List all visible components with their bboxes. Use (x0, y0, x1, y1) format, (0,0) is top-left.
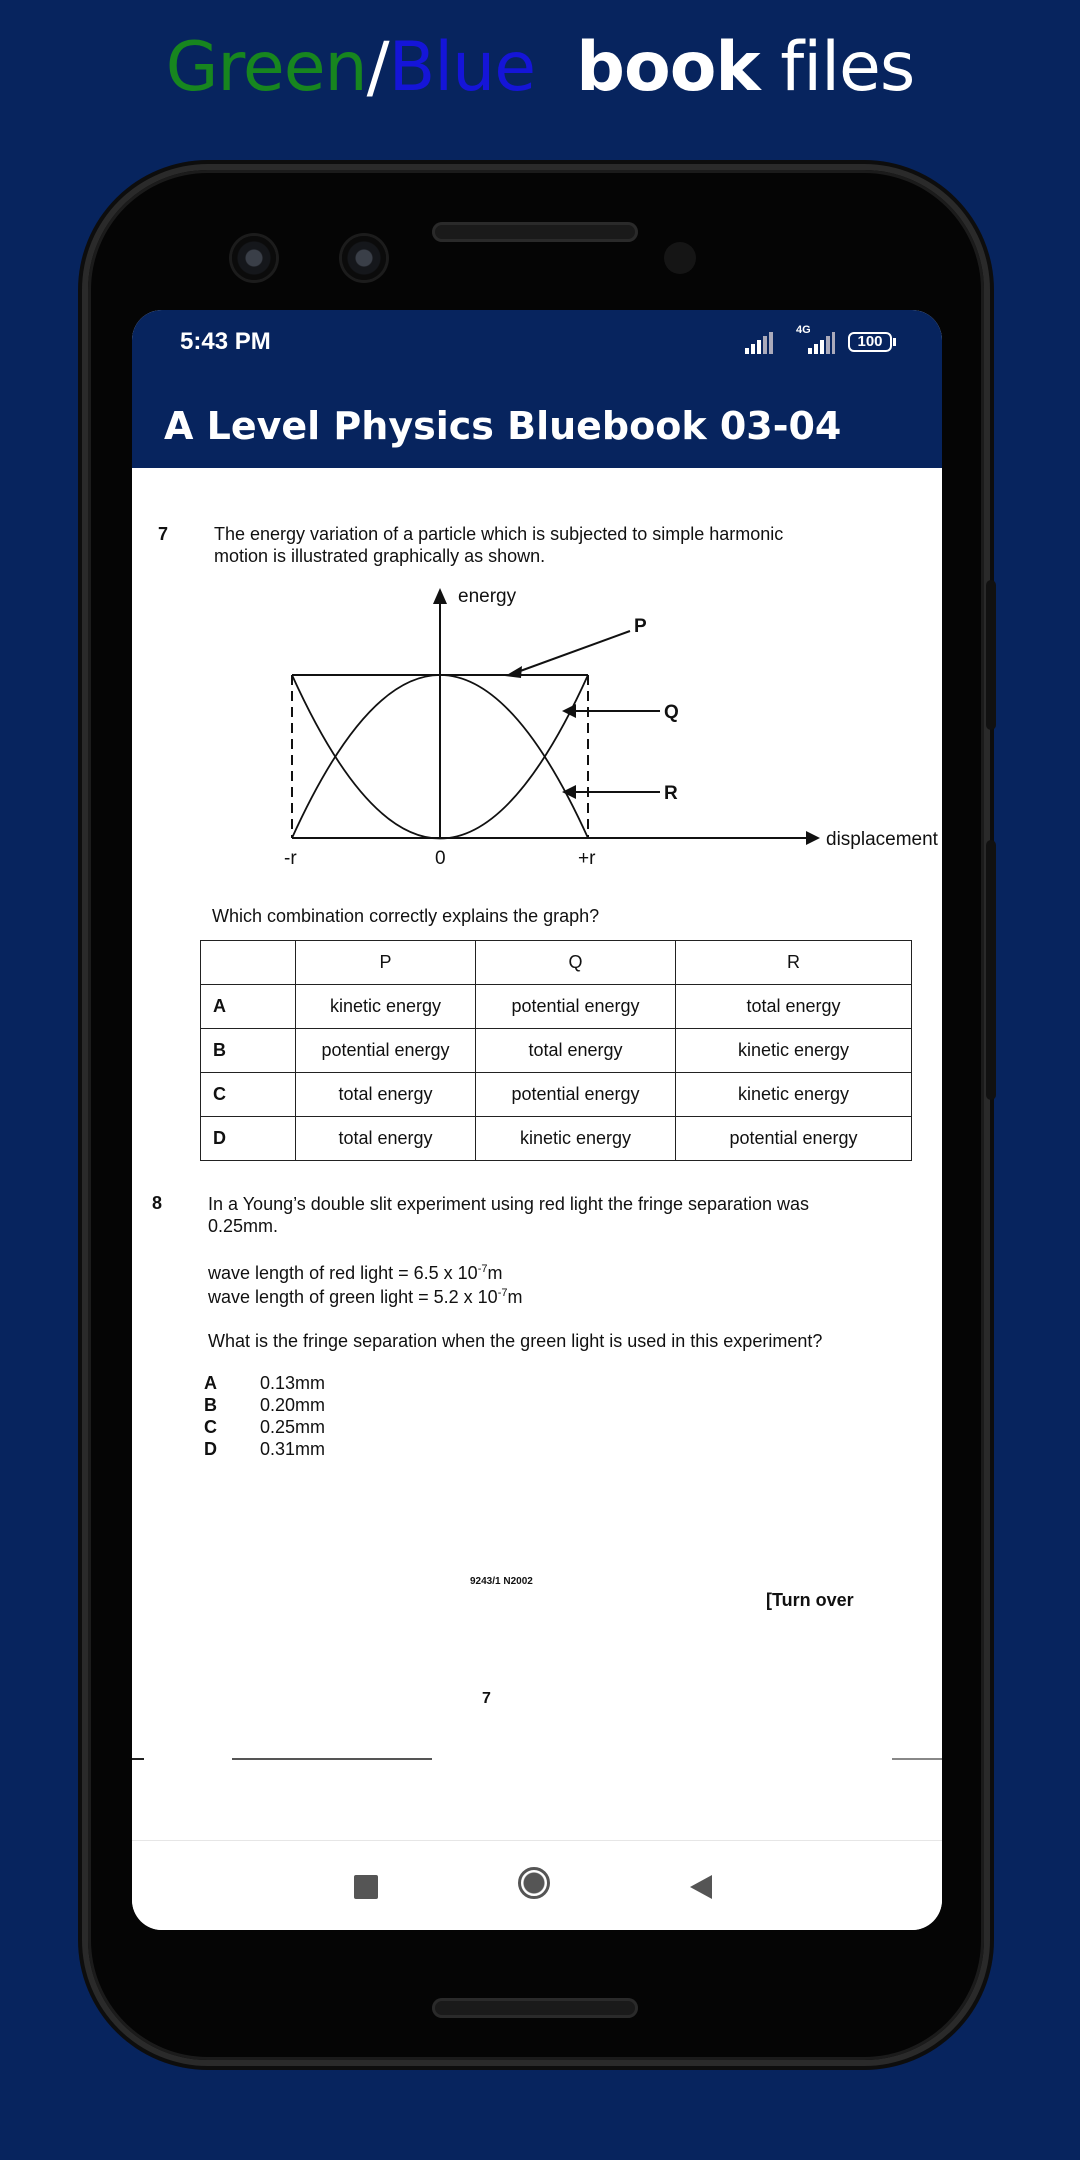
table-cell: kinetic energy (476, 1117, 676, 1161)
table-cell: potential energy (476, 985, 676, 1029)
back-button[interactable] (688, 1873, 714, 1901)
promo-banner-title (0, 28, 1080, 107)
table-row (201, 1073, 912, 1117)
banner-book-word: book (576, 28, 760, 107)
wavelength-red-label: wave length of red light = 6.5 x 10 (208, 1263, 478, 1283)
banner-blue-word: Blue (388, 28, 536, 107)
table-header-cell: R (676, 941, 912, 985)
tick-label-neg-r: -r (284, 848, 297, 868)
table-header-cell: P (296, 941, 476, 985)
cell-signal-icon (796, 330, 836, 356)
recents-button[interactable] (354, 1875, 378, 1899)
answer-table (200, 940, 912, 1161)
table-row (201, 1117, 912, 1161)
table-cell: kinetic energy (676, 1029, 912, 1073)
x-axis-label: displacement (826, 829, 938, 850)
question-8-number: 8 (152, 1193, 163, 1213)
option-value: 0.31mm (260, 1439, 326, 1459)
question-8-line1: In a Young’s double slit experiment using red light the fringe separation was (208, 1194, 810, 1214)
option-value: 0.25mm (260, 1417, 326, 1437)
tick-label-zero: 0 (435, 848, 446, 868)
battery-level: 100 (857, 333, 883, 350)
table-cell: potential energy (476, 1073, 676, 1117)
app-bar (132, 382, 942, 468)
option-letter: B (204, 1395, 217, 1415)
front-camera-right (342, 236, 386, 280)
app-title: A Level Physics Bluebook 03-04 (164, 404, 842, 448)
table-header-cell: Q (476, 941, 676, 985)
table-cell: potential energy (296, 1029, 476, 1073)
table-cell: total energy (676, 985, 912, 1029)
table-cell: D (201, 1117, 296, 1161)
front-camera-left (232, 236, 276, 280)
page-number: 7 (482, 1690, 491, 1707)
option-value: 0.20mm (260, 1395, 326, 1415)
proximity-sensor (664, 242, 696, 274)
turn-over-label: [Turn over (766, 1590, 854, 1610)
document-page[interactable] (132, 468, 942, 1850)
option-b[interactable] (204, 1394, 325, 1416)
question-8-text (208, 1193, 928, 1237)
phone-side-button-upper (986, 580, 996, 730)
option-list (204, 1372, 325, 1460)
table-cell: kinetic energy (296, 985, 476, 1029)
option-value: 0.13mm (260, 1373, 326, 1393)
banner-files-word: files (780, 28, 915, 107)
phone-bottom-speaker (432, 1998, 638, 2018)
wavelength-green-label: wave length of green light = 5.2 x 10 (208, 1287, 498, 1307)
table-cell: C (201, 1073, 296, 1117)
wavelength-red (208, 1258, 502, 1284)
phone-screen (132, 310, 942, 1930)
wavelength-red-unit: m (487, 1263, 503, 1283)
phone-top-speaker (432, 222, 638, 242)
network-type-label: 4G (796, 324, 811, 336)
android-nav-bar (132, 1840, 942, 1930)
phone-side-button-lower (986, 840, 996, 1100)
option-letter: C (204, 1417, 217, 1437)
question-7-prompt: Which combination correctly explains the graph? (212, 906, 600, 926)
option-a[interactable] (204, 1372, 325, 1394)
table-cell: total energy (296, 1117, 476, 1161)
wavelength-green (208, 1282, 522, 1308)
table-cell: total energy (476, 1029, 676, 1073)
table-header-row (201, 941, 912, 985)
status-bar (132, 310, 942, 382)
table-row (201, 985, 912, 1029)
table-cell: A (201, 985, 296, 1029)
option-letter: D (204, 1439, 217, 1459)
scan-edge-line (132, 1758, 942, 1760)
table-cell: potential energy (676, 1117, 912, 1161)
wavelength-green-exponent: -7 (497, 1287, 508, 1299)
curve-label-q: Q (664, 702, 679, 723)
wavelength-red-exponent: -7 (477, 1263, 488, 1275)
energy-displacement-graph (222, 578, 942, 868)
option-d[interactable] (204, 1438, 325, 1460)
tick-label-pos-r: +r (578, 848, 596, 868)
question-8-line2: 0.25mm. (208, 1216, 279, 1236)
question-7-line2: motion is illustrated graphically as shown. (214, 546, 546, 566)
option-c[interactable] (204, 1416, 325, 1438)
home-button[interactable] (518, 1867, 550, 1899)
question-8-prompt: What is the fringe separation when the green light is used in this experiment? (208, 1331, 823, 1351)
question-7-text (214, 523, 934, 567)
y-axis-label: energy (458, 586, 517, 607)
table-cell: total energy (296, 1073, 476, 1117)
curve-label-p: P (634, 616, 647, 637)
wifi-signal-icon (744, 330, 774, 356)
battery-tip (893, 338, 896, 346)
paper-code: 9243/1 N2002 (470, 1576, 533, 1587)
question-7-number: 7 (158, 524, 169, 544)
wavelength-green-unit: m (507, 1287, 523, 1307)
table-header-cell (201, 941, 296, 985)
table-row (201, 1029, 912, 1073)
banner-green-word: Green (165, 28, 367, 107)
status-time: 5:43 PM (180, 328, 271, 355)
battery-icon (848, 332, 892, 352)
curve-label-r: R (664, 783, 678, 804)
option-letter: A (204, 1373, 217, 1393)
table-cell: B (201, 1029, 296, 1073)
table-cell: kinetic energy (676, 1073, 912, 1117)
banner-slash: / (366, 28, 389, 107)
question-7-line1: The energy variation of a particle which is subjected to simple harmonic (214, 524, 784, 544)
